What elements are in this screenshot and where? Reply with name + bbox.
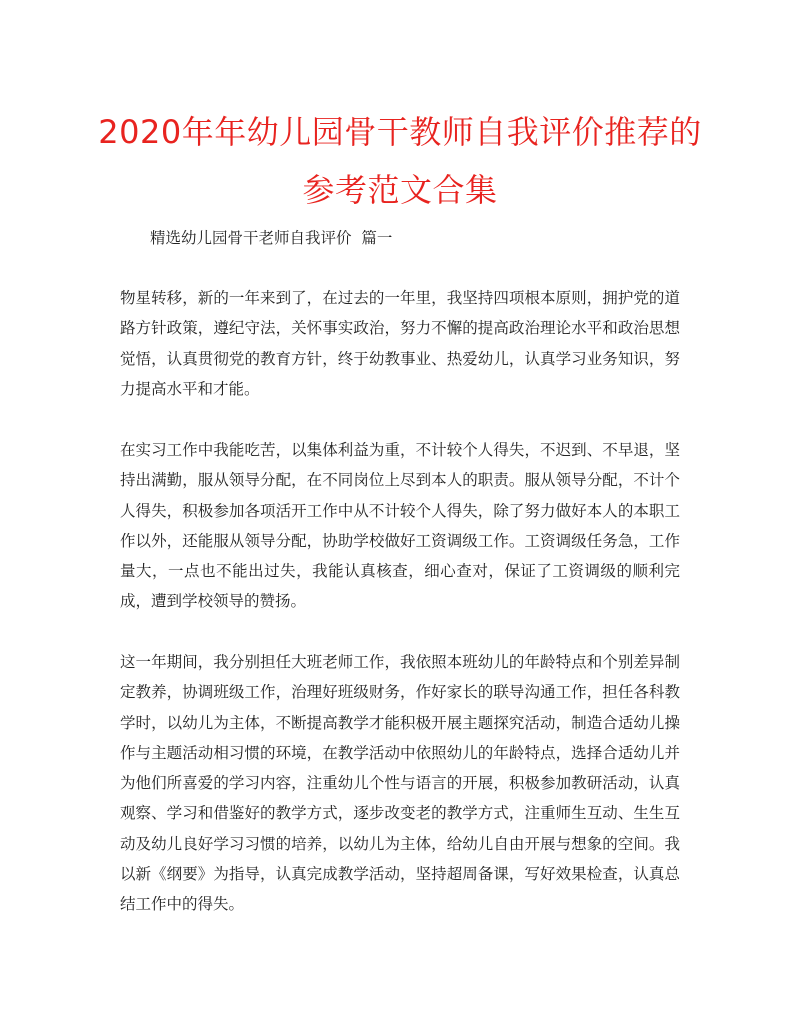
section-heading: 精选幼儿园骨干老师自我评价 篇一 bbox=[150, 229, 393, 247]
document-title-line-1: 2020年年幼儿园骨干教师自我评价推荐的 bbox=[98, 113, 702, 151]
body-paragraph-3: 这一年期间，我分别担任大班老师工作，我依照本班幼儿的年龄特点和个别差异制定教养，协调班级工作，治理好班级财务，作好家长的联导沟通工作，担任各科教学时，以幼儿为主体，不断提高教学才能积极开展主题探究活动，制造合适幼儿操作与主题活动相习惯的环境，在教学活动中依照幼儿的年龄特点，选择合适幼儿并为他们所喜爱的学习内容，注重幼儿个性与语言的开展，积极参加教研活动，认真观察、学习和借鉴好的教学方式，逐步改变老的教学方式，注重师生互动、生生互动及幼儿良好学习习惯的培养，以幼儿为主体，给幼儿自由开展与想象的空间。我以新《纲要》为指导，认真完成教学活动，坚持超周备课，写好效果检查，认真总结工作中的得失。 bbox=[120, 653, 680, 914]
document-title-line-2: 参考范文合集 bbox=[302, 171, 498, 209]
body-paragraph-2: 在实习工作中我能吃苦，以集体利益为重，不计较个人得失，不迟到、不早退，坚持出满勤，服从领导分配，在不同岗位上尽到本人的职责。服从领导分配，不计个人得失，积极参加各项活开工作中从不计较个人得失，除了努力做好本人的本职工作以外，还能服从领导分配，协助学校做好工资调级工作。工资调级任务急，工作量大，一点也不能出过失，我能认真核查，细心查对，保证了工资调级的顺利完成，遭到学校领导的赞扬。 bbox=[120, 441, 680, 611]
body-paragraph-1: 物星转移，新的一年来到了，在过去的一年里，我坚持四项根本原则，拥护党的道路方针政策，遵纪守法，关怀事实政治，努力不懈的提高政治理论水平和政治思想觉悟，认真贯彻党的教育方针，终于幼教事业、热爱幼儿，认真学习业务知识，努力提高水平和才能。 bbox=[120, 289, 680, 398]
